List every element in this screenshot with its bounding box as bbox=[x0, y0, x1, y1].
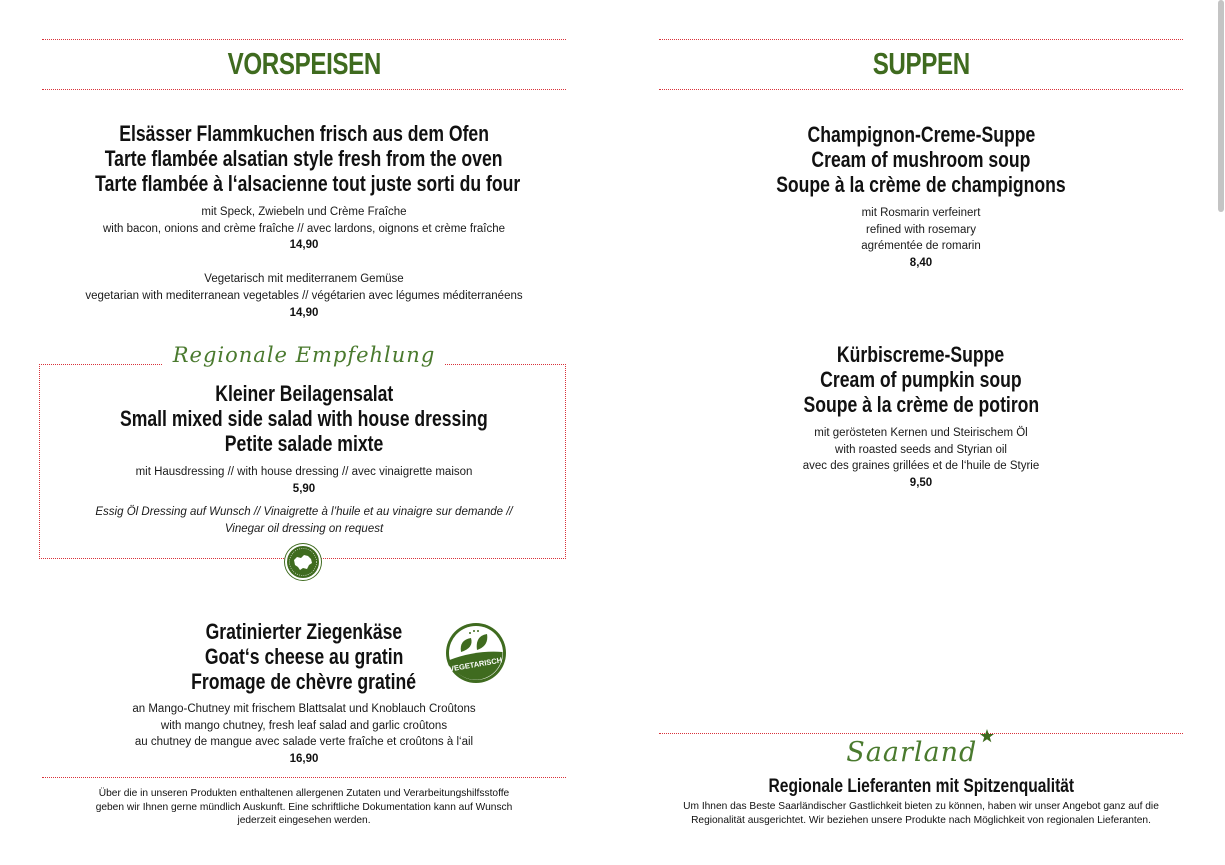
dish-price: 9,50 bbox=[909, 477, 933, 490]
footnote-line: Über die in unseren Produkten enthaltenen allergenen Zutaten und Verarbeitungshilfsstoffe bbox=[98, 788, 510, 799]
dish-note: Vinegar oil dressing on request bbox=[224, 523, 384, 536]
dish-description: vegetarian with mediterranean vegetables // végétarien avec légumes méditerranéens bbox=[85, 289, 523, 302]
dish-price: 5,90 bbox=[292, 482, 316, 495]
dish-name-en: Cream of pumpkin soup bbox=[820, 367, 1022, 392]
dish-price: 14,90 bbox=[289, 239, 319, 252]
dish-description: mit Rosmarin verfeinert bbox=[861, 207, 981, 219]
dish-name-de: Kürbiscreme-Suppe bbox=[837, 342, 1005, 367]
dish-description: with roasted seeds and Styrian oil bbox=[835, 443, 1007, 456]
dish-name-fr: Soupe à la crème de potiron bbox=[803, 392, 1039, 417]
star-icon bbox=[980, 729, 994, 743]
left-column bbox=[42, 0, 566, 865]
dish-description: agrémentée de romarin bbox=[861, 240, 981, 253]
dish-name-de: Elsässer Flammkuchen frisch aus dem Ofen bbox=[119, 121, 489, 146]
dish-name-en: Cream of mushroom soup bbox=[811, 147, 1031, 172]
dish-name-de: Gratinierter Ziegenkäse bbox=[205, 619, 403, 644]
dish-name-en: Tarte flambée alsatian style fresh from the oven bbox=[105, 146, 503, 171]
dish-description: mit Speck, Zwiebeln und Crème Fraîche bbox=[201, 206, 407, 218]
regional-text bbox=[639, 800, 1203, 827]
recommendation-label: Regionale Empfehlung bbox=[42, 343, 566, 367]
dish-flammkuchen bbox=[42, 121, 566, 321]
dish-description: avec des graines grillées et de l‘huile de Styrie bbox=[802, 460, 1040, 473]
section-title-suppen: SUPPEN bbox=[872, 46, 970, 81]
dish-description: an Mango-Chutney mit frischem Blattsalat und Knoblauch Croûtons bbox=[132, 703, 476, 715]
vegetarian-badge-icon bbox=[445, 622, 507, 684]
regional-text-line: Regionalität ausgerichtet. Wir beziehen unsere Produkte nach Möglichkeit von regionalen Lieferanten. bbox=[691, 814, 1151, 826]
dish-beilagensalat bbox=[42, 381, 566, 538]
divider bbox=[659, 39, 1183, 40]
divider bbox=[42, 89, 566, 90]
divider bbox=[42, 777, 566, 778]
dish-description: Vegetarisch mit mediterranem Gemüse bbox=[204, 273, 404, 286]
regional-title: Regionale Lieferanten mit Spitzenqualität bbox=[768, 776, 1074, 797]
svg-text:VEGETARISCH: VEGETARISCH bbox=[448, 655, 503, 674]
regional-text-line: Um Ihnen das Beste Saarländischer Gastlichkeit bieten zu können, haben wir unser Angebot ganz auf die bbox=[683, 801, 1159, 812]
dish-description: refined with rosemary bbox=[866, 223, 976, 236]
dish-description: with mango chutney, fresh leaf salad and garlic croûtons bbox=[160, 719, 448, 732]
divider bbox=[659, 733, 1183, 734]
divider bbox=[659, 89, 1183, 90]
dish-description: with bacon, onions and crème fraîche // avec lardons, oignons et crème fraîche bbox=[102, 222, 506, 235]
dish-price: 8,40 bbox=[909, 257, 933, 270]
saarland-map-badge-icon bbox=[285, 544, 321, 580]
footnote-line: jederzeit eingesehen werden. bbox=[237, 815, 371, 826]
dish-name-de: Champignon-Creme-Suppe bbox=[807, 122, 1035, 147]
dish-name-fr: Tarte flambée à l‘alsacienne tout juste sorti du four bbox=[95, 171, 521, 196]
footnote-line: geben wir Ihnen gerne mündlich Auskunft. Eine schriftliche Dokumentation kann auf Wunsch bbox=[95, 801, 513, 813]
dish-note: Essig Öl Dressing auf Wunsch // Vinaigrette à l’huile et au vinaigre sur demande // bbox=[95, 506, 513, 519]
dish-description: au chutney de mangue avec salade verte fraîche et croûtons à l‘ail bbox=[134, 736, 474, 749]
dish-kuerbis-suppe bbox=[659, 342, 1183, 492]
section-title-vorspeisen: VORSPEISEN bbox=[227, 46, 381, 81]
allergen-footnote bbox=[42, 787, 566, 828]
scrollbar[interactable] bbox=[1217, 0, 1225, 212]
dish-price: 16,90 bbox=[289, 753, 319, 766]
dish-description: mit gerösteten Kernen und Steirischem Öl bbox=[814, 427, 1028, 439]
right-column bbox=[659, 0, 1183, 865]
dish-name-fr: Soupe à la crème de champignons bbox=[776, 172, 1066, 197]
dish-name-fr: Petite salade mixte bbox=[224, 431, 384, 456]
dish-name-de: Kleiner Beilagensalat bbox=[214, 381, 394, 406]
divider bbox=[42, 39, 566, 40]
dish-champignon-suppe bbox=[659, 122, 1183, 272]
saarland-logo: Saarland bbox=[659, 737, 1183, 768]
dish-name-fr: Fromage de chèvre gratiné bbox=[191, 669, 417, 694]
scrollbar-thumb[interactable] bbox=[1218, 0, 1224, 212]
dish-name-en: Goat‘s cheese au gratin bbox=[204, 644, 404, 669]
dish-price: 14,90 bbox=[289, 306, 319, 319]
dish-name-en: Small mixed side salad with house dressing bbox=[120, 406, 488, 431]
dish-description: mit Hausdressing // with house dressing // avec vinaigrette maison bbox=[135, 466, 473, 478]
